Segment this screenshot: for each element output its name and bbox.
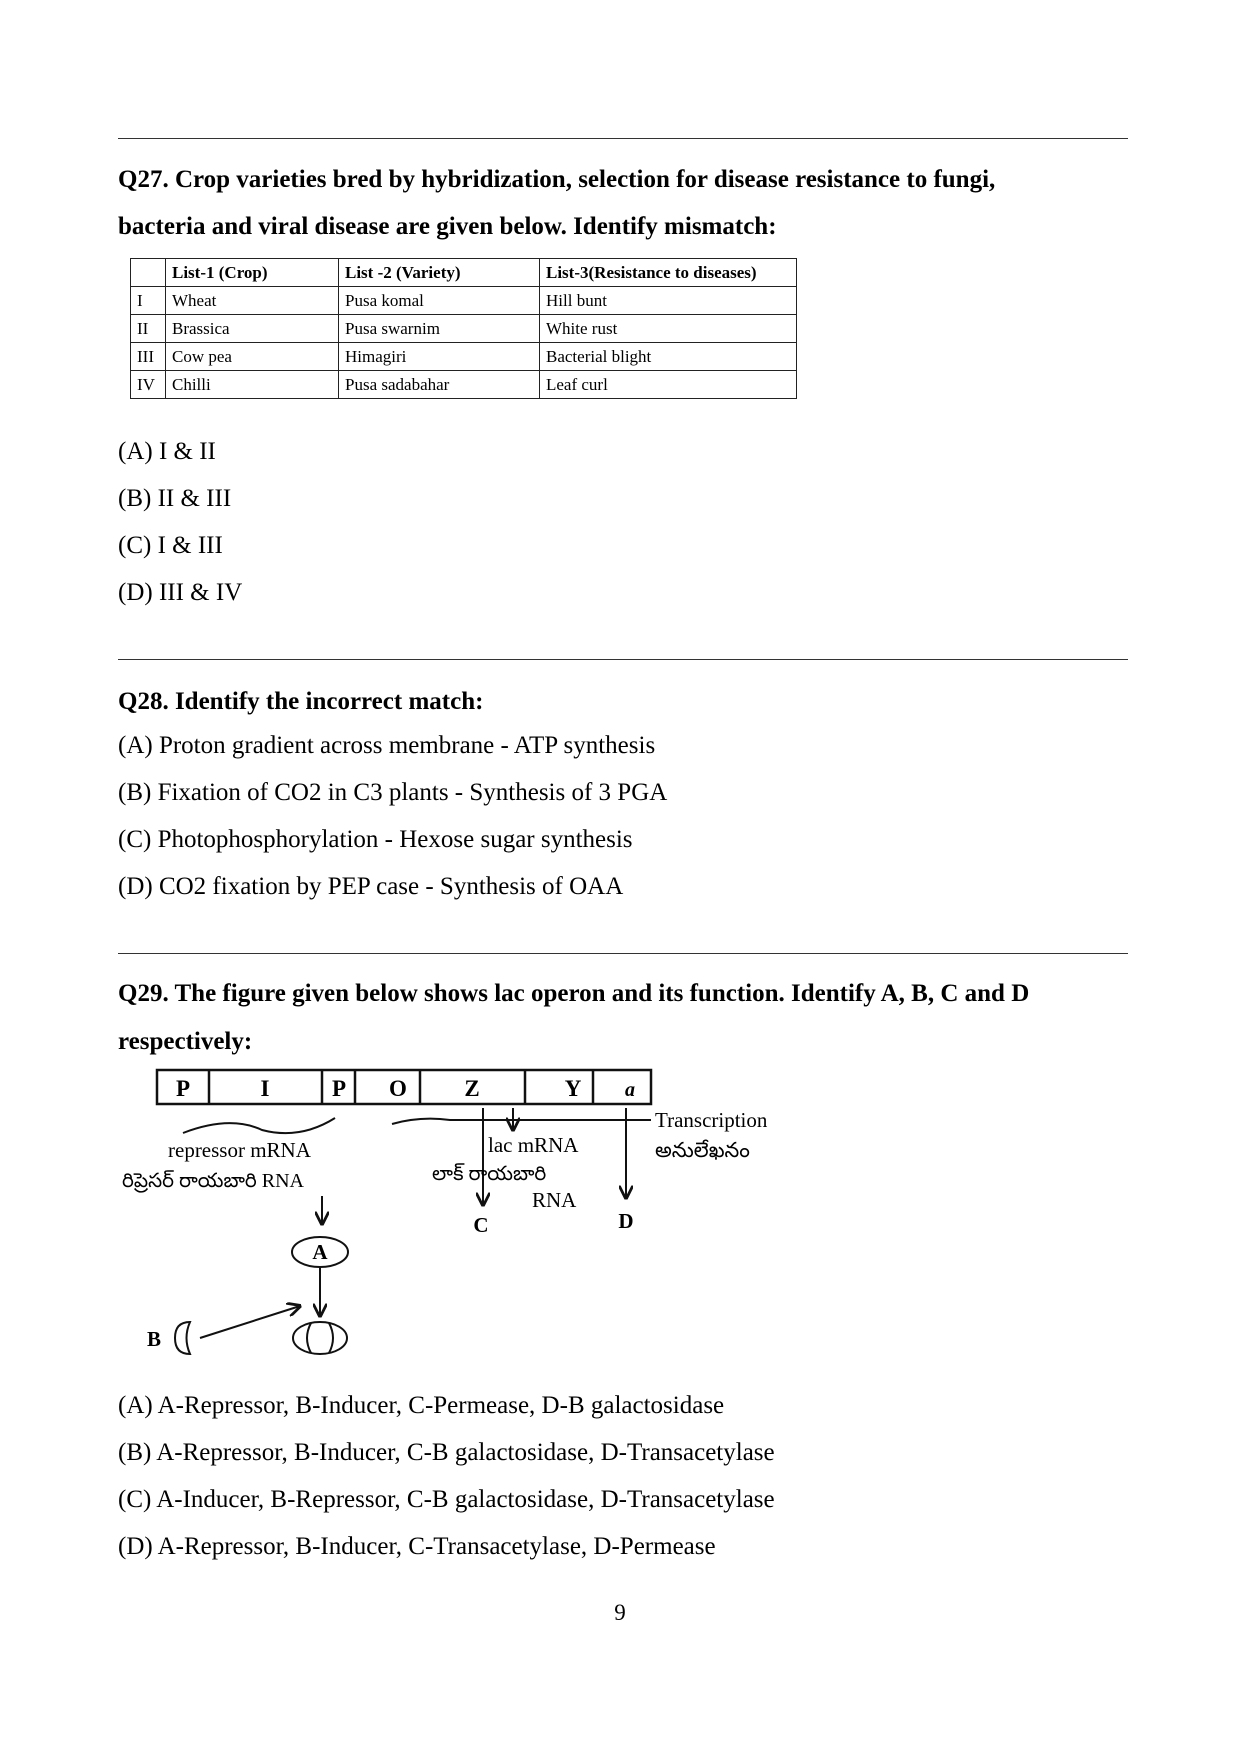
table-header-cell: List-3(Resistance to diseases) — [540, 259, 797, 287]
table-cell: Chilli — [166, 371, 339, 399]
repressor-mrna-label-te: రిప్రెసర్ రాయబారి RNA — [122, 1170, 304, 1192]
table-cell: Wheat — [166, 287, 339, 315]
q29-title-line1: Q29. The figure given below shows lac operon and its function. Identify A, B, C and D — [118, 980, 1030, 1007]
arrow-b-to-a — [200, 1306, 300, 1338]
table-cell: I — [131, 287, 166, 315]
table-row — [131, 343, 797, 371]
q29-option-b: (B) A-Repressor, B-Inducer, C-B galactosidase, D-Transacetylase — [118, 1439, 775, 1466]
repressor-mrna-wave — [183, 1118, 335, 1133]
gene-label: P — [331, 1076, 347, 1101]
table-cell: Cow pea — [166, 343, 339, 371]
q27-option-a: (A) I & II — [118, 438, 216, 465]
table-row — [131, 315, 797, 343]
lac-mrna-line — [392, 1119, 651, 1124]
table-header-cell: List-1 (Crop) — [166, 259, 339, 287]
repressor-mrna-label: repressor mRNA — [168, 1138, 311, 1162]
divider-q28 — [118, 659, 1128, 660]
page-number: 9 — [614, 1600, 626, 1625]
gene-label: O — [389, 1076, 407, 1101]
table-cell: Himagiri — [339, 343, 540, 371]
gene-bar — [157, 1070, 651, 1104]
q28-title: Q28. Identify the incorrect match: — [118, 688, 484, 715]
label-a: A — [312, 1240, 328, 1264]
table-row — [131, 371, 797, 399]
q27-title-line2: bacteria and viral disease are given below. Identify mismatch: — [118, 213, 777, 240]
divider-q29 — [118, 953, 1128, 954]
gene-label: P — [175, 1076, 191, 1101]
rna-label: RNA — [532, 1188, 577, 1212]
gene-label: I — [260, 1076, 270, 1101]
table-cell: Leaf curl — [540, 371, 797, 399]
repressor-inducer-complex — [293, 1322, 347, 1354]
table-cell: II — [131, 315, 166, 343]
q29-option-a: (A) A-Repressor, B-Inducer, C-Permease, D-B galactosidase — [118, 1392, 725, 1419]
q27-title-line1: Q27. Crop varieties bred by hybridization, selection for disease resistance to fungi, — [118, 166, 996, 193]
circle-a — [292, 1237, 348, 1267]
gene-label: Z — [464, 1076, 480, 1101]
table-cell: Brassica — [166, 315, 339, 343]
q27-option-d: (D) III & IV — [118, 579, 243, 606]
table-cell: Pusa swarnim — [339, 315, 540, 343]
table-row — [131, 287, 797, 315]
inducer-b-shape — [175, 1322, 190, 1354]
q28-option-b: (B) Fixation of CO2 in C3 plants - Synthesis of 3 PGA — [118, 779, 668, 806]
gene-label: Y — [564, 1076, 582, 1101]
table-header-row — [131, 259, 797, 287]
table-cell: Hill bunt — [540, 287, 797, 315]
lac-mrna-label: lac mRNA — [488, 1133, 579, 1157]
table-cell: Pusa sadabahar — [339, 371, 540, 399]
transcription-label-te: అనులేఖనం — [655, 1138, 750, 1162]
label-c: C — [473, 1213, 489, 1237]
q29-title-line2: respectively: — [118, 1028, 253, 1055]
q28-option-a: (A) Proton gradient across membrane - ATP synthesis — [118, 732, 656, 759]
table-cell: Pusa komal — [339, 287, 540, 315]
q27-crop-table — [130, 258, 797, 399]
table-header-cell — [131, 259, 166, 287]
divider-top — [118, 138, 1128, 139]
q29-option-c: (C) A-Inducer, B-Repressor, C-B galactosidase, D-Transacetylase — [118, 1486, 775, 1513]
label-d: D — [618, 1209, 634, 1233]
complex-inner-notch — [307, 1323, 333, 1353]
table-header-cell: List -2 (Variety) — [339, 259, 540, 287]
q28-option-c: (C) Photophosphorylation - Hexose sugar synthesis — [118, 826, 633, 853]
lac-mrna-label-te: లాక్ రాయబారి — [432, 1163, 547, 1185]
table-cell: IV — [131, 371, 166, 399]
table-cell: Bacterial blight — [540, 343, 797, 371]
q27-option-b: (B) II & III — [118, 485, 232, 512]
q29-option-d: (D) A-Repressor, B-Inducer, C-Transacetylase, D-Permease — [118, 1533, 716, 1560]
table-cell: III — [131, 343, 166, 371]
q28-option-d: (D) CO2 fixation by PEP case - Synthesis of OAA — [118, 873, 624, 900]
table-cell: White rust — [540, 315, 797, 343]
q27-option-c: (C) I & III — [118, 532, 223, 559]
transcription-label: Transcription — [655, 1108, 768, 1132]
label-b: B — [146, 1327, 162, 1351]
gene-label: a — [625, 1079, 635, 1101]
